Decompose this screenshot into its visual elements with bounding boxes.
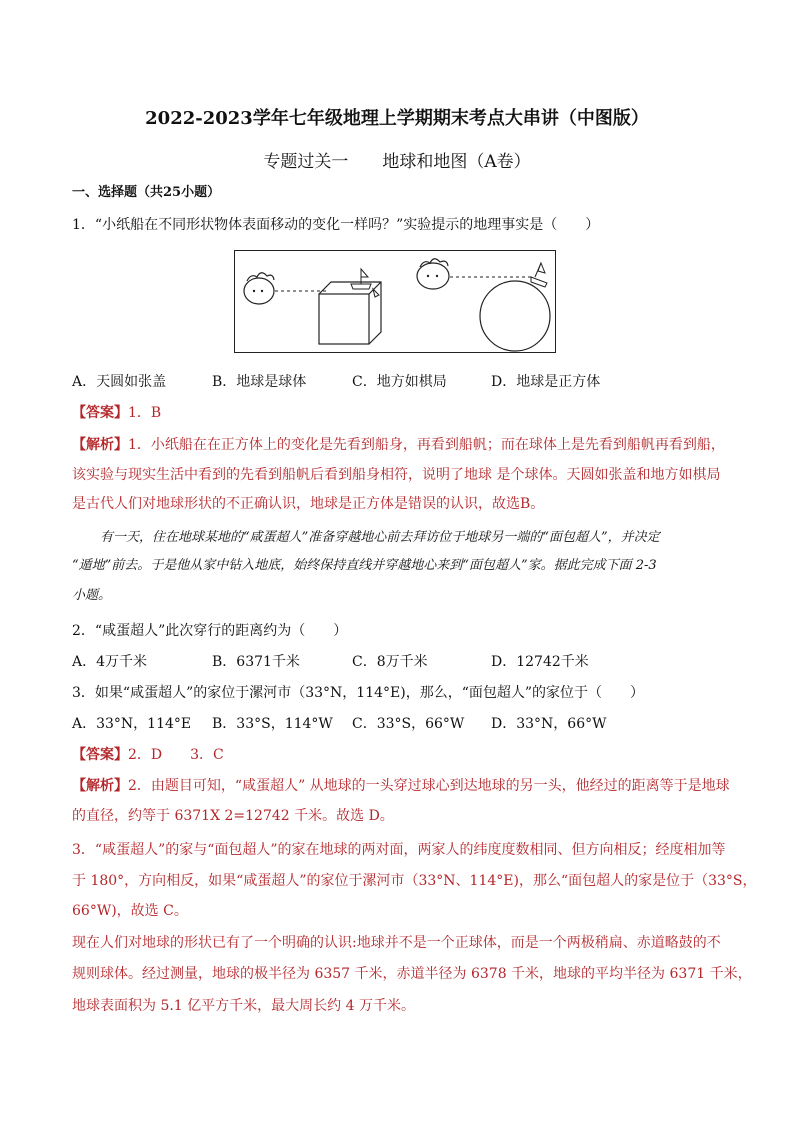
analysis-text: 1．小纸船在在正方体上的变化是先看到船身，再看到船帆；而在球体上是先看到船帆再看到船， — [128, 437, 725, 453]
paper-boat-experiment-illustration — [235, 251, 555, 352]
passage-line-1: 有一天，住在地球某地的“咸蛋超人”准备穿越地心前去拜访位于地球另一端的“面包超人”，并决定 — [100, 530, 660, 545]
passage-line-3: 小题。 — [72, 588, 112, 603]
analysis-2-3-line-2: 的直径，约等于 6371X 2=12742 千米。故选 D。 — [72, 808, 394, 824]
answer-1 — [72, 403, 161, 423]
question-1-stem: 1．“小纸船在不同形状物体表面移动的变化一样吗？”实验提示的地理事实是（ ） — [72, 217, 600, 233]
observer-right-icon — [417, 259, 449, 289]
analysis-text: 2．由题目可知，“咸蛋超人” 从地球的一头穿过球心到达地球的另一头，他经过的距离等于是地球 — [128, 778, 730, 794]
option-a[interactable]: A．天圆如张盖 — [72, 374, 167, 390]
section-heading: 一、选择题（共25小题） — [72, 185, 221, 200]
option-b[interactable]: B．地球是球体 — [212, 374, 307, 390]
cube-icon — [319, 269, 381, 344]
question-2-stem: 2．“咸蛋超人”此次穿行的距离约为（ ） — [72, 623, 348, 639]
experiment-figure — [234, 250, 556, 353]
option-c[interactable]: C．8万千米 — [352, 654, 428, 670]
option-d[interactable]: D．33°N，66°W — [491, 716, 607, 732]
option-d[interactable]: D．12742千米 — [491, 654, 589, 670]
document-title: 2022-2023学年七年级地理上学期期末考点大串讲（中图版） — [145, 108, 649, 129]
analysis-2-3-line-8: 地球表面积为 5.1 亿平方千米，最大周长约 4 万千米。 — [72, 998, 415, 1014]
document-subtitle: 专题过关一 地球和地图（A卷） — [263, 152, 531, 172]
analysis-2-3-line-3: 3．“咸蛋超人”的家与“面包超人”的家在地球的两对面，两家人的纬度度数相同、但方向相反；经度相加等 — [72, 842, 726, 858]
answer-value: 2．D 3．C — [128, 747, 224, 763]
analysis-1-line-1 — [72, 435, 725, 455]
analysis-2-3-line-7: 规则球体。经过测量，地球的极半径为 6357 千米，赤道半径为 6378 千米，地球的平均半径为 6371 千米， — [72, 966, 752, 982]
answer-2-3 — [72, 745, 224, 765]
answer-label: 【答案】 — [72, 405, 128, 421]
analysis-1-line-3: 是古代人们对地球形状的不正确认识，地球是正方体是错误的认识，故选B。 — [72, 496, 545, 512]
analysis-2-3-line-5: 66°W)，故选 C。 — [72, 903, 188, 919]
option-c[interactable]: C．33°S，66°W — [352, 716, 465, 732]
question-3-stem: 3．如果“咸蛋超人”的家位于漯河市（33°N，114°E)，那么，“面包超人”的家位于（ ） — [72, 685, 645, 701]
analysis-2-3-line-1 — [72, 776, 730, 796]
analysis-label: 【解析】 — [72, 778, 128, 794]
sphere-icon — [480, 263, 550, 351]
passage-line-2: “遁地”前去。于是他从家中钻入地底，始终保持直线并穿越地心来到“面包超人”家。据此完成下面 2-3 — [72, 558, 657, 573]
analysis-1-line-2: 该实验与现实生活中看到的先看到船帆后看到船身相符，说明了地球 是个球体。天圆如张盖和地方如棋局 — [72, 467, 721, 483]
option-c[interactable]: C．地方如棋局 — [352, 374, 447, 390]
option-d[interactable]: D．地球是正方体 — [491, 374, 601, 390]
option-b[interactable]: B．33°S，114°W — [212, 716, 333, 732]
option-a[interactable]: A．4万千米 — [72, 654, 148, 670]
answer-value: 1．B — [128, 405, 162, 421]
analysis-label: 【解析】 — [72, 437, 128, 453]
option-b[interactable]: B．6371千米 — [212, 654, 300, 670]
analysis-2-3-line-4: 于 180°，方向相反，如果“咸蛋超人”的家位于漯河市（33°N、114°E)，那么“面包超人的家是位于（33°S， — [72, 873, 757, 889]
option-a[interactable]: A．33°N，114°E — [72, 716, 192, 732]
analysis-2-3-line-6: 现在人们对地球的形状已有了一个明确的认识:地球并不是一个正球体，而是一个两极稍扁、赤道略鼓的不 — [72, 935, 721, 951]
answer-label: 【答案】 — [72, 747, 128, 763]
observer-left-icon — [244, 273, 274, 304]
